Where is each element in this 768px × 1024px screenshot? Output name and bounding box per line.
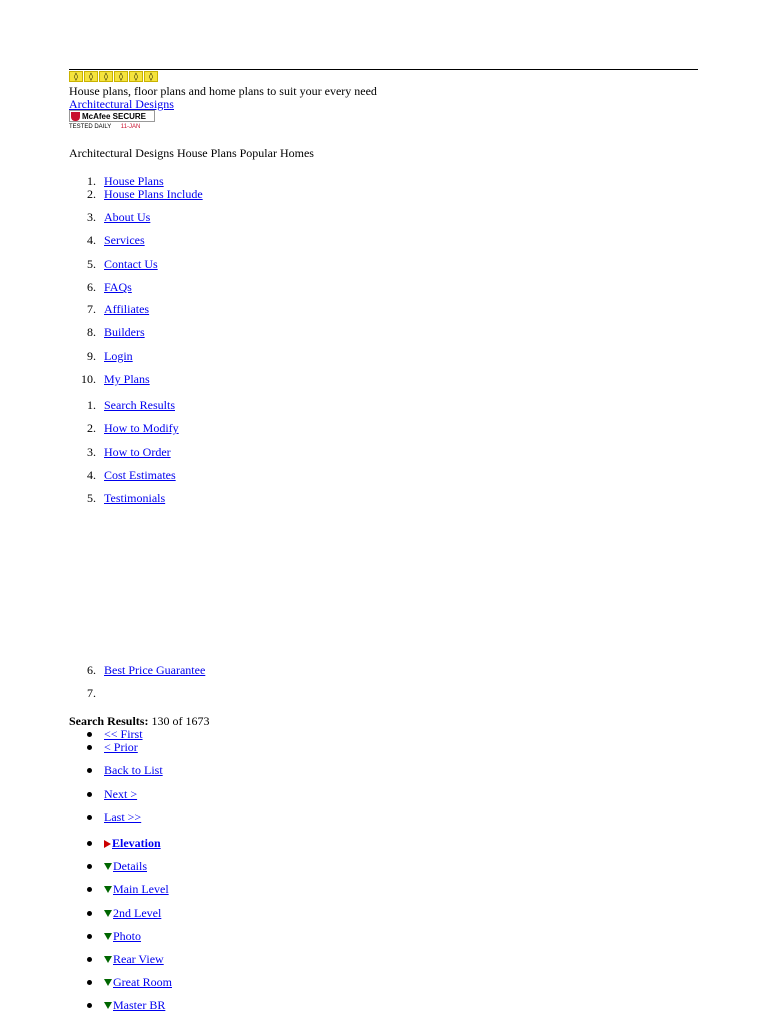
icon-strip (69, 71, 159, 82)
badge-title-row (69, 110, 155, 122)
arrow-down-icon (104, 956, 112, 963)
nav-link[interactable]: FAQs (104, 280, 132, 294)
pager-link[interactable]: Next > (104, 787, 138, 801)
nav-link[interactable]: Services (104, 233, 145, 247)
toolbar-icon[interactable]: ◊ (69, 71, 83, 82)
list-number: 4. (87, 468, 96, 482)
bullet (87, 911, 92, 916)
nav-link[interactable]: Login (104, 349, 133, 363)
view-tab-link[interactable] (104, 906, 161, 920)
search-results-label: Search Results: (69, 714, 149, 728)
nav-link[interactable]: House Plans Include (104, 187, 203, 201)
view-tab-label: Elevation (112, 836, 161, 850)
arrow-down-icon (104, 933, 112, 940)
bullet (87, 957, 92, 962)
view-tab-label: 2nd Level (113, 906, 162, 920)
sub-nav-link[interactable]: How to Order (104, 445, 171, 459)
list-number: 3. (87, 210, 96, 224)
list-number: 5. (87, 491, 96, 505)
view-tab-label: Photo (113, 929, 142, 943)
list-number: 6. (87, 663, 96, 677)
list-number: 9. (87, 349, 96, 363)
list-number: 7. (87, 302, 96, 316)
nav-link[interactable]: About Us (104, 210, 151, 224)
page-heading: Architectural Designs House Plans Popular Homes (69, 146, 314, 160)
badge-subline (69, 124, 155, 130)
list-number: 4. (87, 233, 96, 247)
list-number: 10. (81, 372, 96, 386)
toolbar-icon[interactable]: ◊ (114, 71, 128, 82)
bullet (87, 934, 92, 939)
nav-link[interactable]: Affiliates (104, 302, 150, 316)
bullet (87, 980, 92, 985)
bullet (87, 745, 92, 750)
badge-tested: TESTED DAILY (69, 124, 112, 130)
arrow-down-icon (104, 886, 112, 893)
view-tab-link[interactable] (104, 882, 169, 896)
arrow-down-icon (104, 979, 112, 986)
list-number: 2. (87, 187, 96, 201)
view-tab-label: Great Room (113, 975, 172, 989)
view-tab-label: Details (113, 859, 147, 873)
sub-nav-link[interactable]: Best Price Guarantee (104, 663, 206, 677)
nav-link[interactable]: My Plans (104, 372, 150, 386)
list-number: 5. (87, 257, 96, 271)
bullet (87, 841, 92, 846)
list-number: 8. (87, 325, 96, 339)
arrow-right-icon (104, 840, 111, 848)
shield-icon (71, 112, 80, 121)
arrow-down-icon (104, 1002, 112, 1009)
top-rule (69, 69, 698, 70)
bullet (87, 887, 92, 892)
bullet (87, 864, 92, 869)
sub-nav-link[interactable]: How to Modify (104, 421, 179, 435)
nav-link[interactable]: Contact Us (104, 257, 158, 271)
bullet (87, 732, 92, 737)
arrow-down-icon (104, 863, 112, 870)
list-number: 7. (87, 686, 96, 700)
pager-link[interactable]: Back to List (104, 763, 163, 777)
search-results-count (69, 714, 209, 729)
sub-nav-link[interactable]: Search Results (104, 398, 175, 412)
bullet (87, 815, 92, 820)
sub-nav-link[interactable]: Cost Estimates (104, 468, 176, 482)
list-number: 1. (87, 174, 96, 188)
view-tab-label: Rear View (113, 952, 164, 966)
toolbar-icon[interactable]: ◊ (144, 71, 158, 82)
list-number: 2. (87, 421, 96, 435)
toolbar-icon[interactable]: ◊ (84, 71, 98, 82)
pager-link[interactable]: Last >> (104, 810, 142, 824)
list-number: 1. (87, 398, 96, 412)
list-number: 3. (87, 445, 96, 459)
bullet (87, 1003, 92, 1008)
search-results-value: 130 of 1673 (151, 714, 210, 728)
arrow-down-icon (104, 910, 112, 917)
view-tab-link[interactable] (104, 859, 147, 873)
site-tagline: House plans, floor plans and home plans to suit your every need (69, 84, 377, 98)
pager-link[interactable]: < Prior (104, 740, 138, 754)
sub-nav-link[interactable]: Testimonials (104, 491, 166, 505)
view-tab-link[interactable] (104, 998, 165, 1012)
nav-link[interactable]: House Plans (104, 174, 164, 188)
bullet (87, 768, 92, 773)
view-tab-link[interactable] (104, 975, 172, 989)
pager-link[interactable]: << First (104, 727, 143, 741)
view-tab-link[interactable] (104, 952, 164, 966)
mcafee-secure-badge[interactable] (69, 110, 155, 134)
toolbar-icon[interactable]: ◊ (129, 71, 143, 82)
toolbar-icon[interactable]: ◊ (99, 71, 113, 82)
bullet (87, 792, 92, 797)
view-tab-link[interactable] (104, 929, 141, 943)
nav-link[interactable]: Builders (104, 325, 145, 339)
view-tab-link[interactable] (104, 836, 161, 850)
badge-date: 11-JAN (120, 124, 141, 130)
view-tab-label: Main Level (113, 882, 169, 896)
badge-title: McAfee SECURE (82, 111, 147, 121)
view-tab-label: Master BR (113, 998, 166, 1012)
list-number: 6. (87, 280, 96, 294)
brand-link[interactable]: Architectural Designs (69, 97, 174, 111)
